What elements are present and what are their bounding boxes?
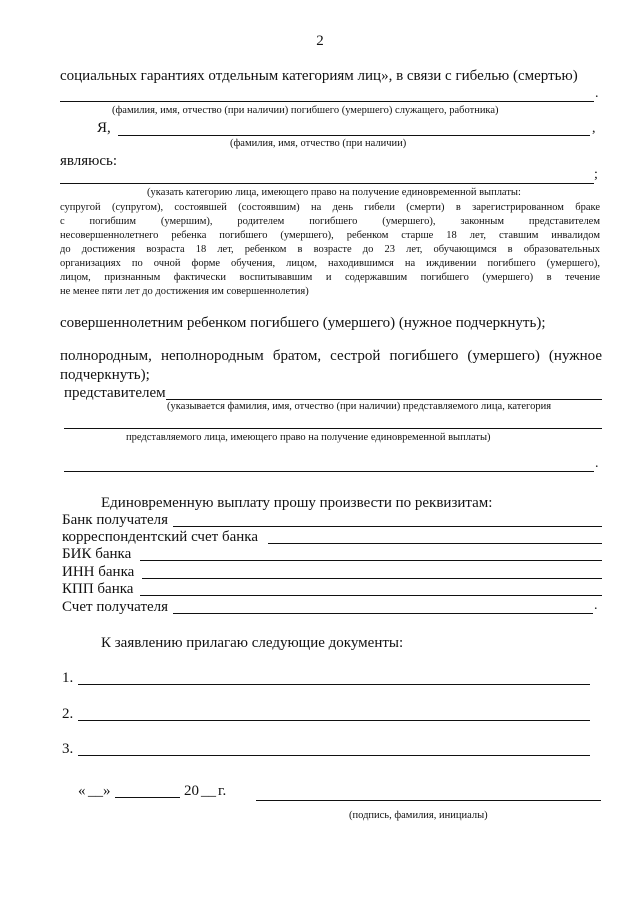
sibling-line-2: подчеркнуть);	[60, 367, 150, 383]
category-note-line: несовершеннолетнего ребенка погибшего (умершего), ребенком старше 18 лет, ставшим инвалидом	[60, 230, 600, 241]
caption-fio: (фамилия, имя, отчество (при наличии)	[230, 138, 407, 149]
document-1-field[interactable]	[78, 684, 590, 685]
kpp-field[interactable]	[140, 595, 602, 596]
yavlyayus-label: являюсь:	[60, 153, 118, 169]
inn-label: ИНН банка	[62, 564, 135, 580]
category-note-last-line: не менее пяти лет до достижения им совершеннолетия)	[60, 286, 309, 297]
documents-heading: К заявлению прилагаю следующие документы:	[101, 635, 404, 651]
deceased-name-line[interactable]	[60, 101, 594, 102]
recipient-account-field[interactable]	[173, 613, 593, 614]
ya-label: Я,	[97, 120, 111, 136]
document-3-field[interactable]	[78, 755, 590, 756]
trailing-dot: .	[595, 456, 599, 471]
bik-field[interactable]	[140, 560, 602, 561]
representative-line-3[interactable]	[64, 471, 594, 472]
requisites-heading: Единовременную выплату прошу произвести по реквизитам:	[101, 495, 493, 511]
correspondent-account-label: корреспондентский счет банка	[62, 529, 258, 545]
caption-deceased: (фамилия, имя, отчество (при наличии) погибшего (умершего) служащего, работника)	[112, 105, 499, 116]
caption-representative-1: (указывается фамилия, имя, отчество (при наличии) представляемого лица, категория	[167, 401, 552, 412]
signature-field[interactable]	[256, 800, 601, 801]
kpp-label: КПП банка	[62, 581, 134, 597]
adult-child-line: совершеннолетним ребенком погибшего (умершего) (нужное подчеркнуть);	[60, 315, 546, 331]
date-suffix: г.	[218, 783, 227, 799]
bik-label: БИК банка	[62, 546, 132, 562]
date-quote-close: »	[103, 783, 111, 799]
correspondent-account-field[interactable]	[268, 543, 602, 544]
signature-caption: (подпись, фамилия, инициалы)	[349, 810, 488, 821]
category-line[interactable]	[60, 183, 594, 184]
page-number: 2	[316, 33, 324, 49]
document-2-field[interactable]	[78, 720, 590, 721]
bank-recipient-label: Банк получателя	[62, 512, 169, 528]
representative-label: представителем	[64, 385, 166, 401]
caption-representative-2: представляемого лица, имеющего право на получение единовременной выплаты)	[126, 432, 491, 443]
comma: ,	[592, 121, 596, 136]
sibling-line-1: полнородным, неполнородным братом, сестрой погибшего (умершего) (нужное	[60, 348, 602, 364]
date-year-prefix: 20	[184, 783, 199, 799]
category-note-line: супругой (супругом), состоявшей (состоявшим) на день гибели (смерти) в зарегистрированном браке	[60, 202, 600, 213]
trailing-dot: .	[594, 598, 598, 613]
date-month-field[interactable]	[115, 797, 180, 798]
recipient-account-label: Счет получателя	[62, 599, 169, 615]
inn-field[interactable]	[142, 578, 602, 579]
date-quote-open: «	[78, 783, 86, 799]
applicant-name-line[interactable]	[118, 135, 590, 136]
doc-number-2: 2.	[62, 706, 74, 722]
category-note-line: с погибшим (умершим), родителем погибшего (умершего), законным представителем	[60, 216, 600, 227]
category-note-line1: (указать категорию лица, имеющего право на получение единовременной выплаты:	[147, 187, 521, 198]
intro-line: социальных гарантиях отдельным категориям лиц», в связи с гибелью (смертью)	[60, 68, 578, 84]
category-note-line: до достижения возраста 18 лет, ребенком в возрасте до 23 лет, обучающимся в образовательных	[60, 244, 600, 255]
category-note-line: организациях по очной форме обучения, лицом, находившимся на иждивении погибшего (умершего),	[60, 258, 600, 269]
trailing-dot: .	[595, 86, 599, 101]
category-note-line: лицом, признанным фактически воспитывавшим и содержавшим погибшего (умершего) в течение	[60, 272, 600, 283]
date-year-blank[interactable]: __	[201, 783, 216, 799]
semicolon: ;	[594, 167, 598, 182]
representative-line[interactable]	[166, 399, 602, 400]
doc-number-3: 3.	[62, 741, 74, 757]
representative-line-2[interactable]	[64, 428, 602, 429]
bank-recipient-field[interactable]	[173, 526, 602, 527]
doc-number-1: 1.	[62, 670, 74, 686]
date-day-blank[interactable]: __	[88, 783, 103, 799]
